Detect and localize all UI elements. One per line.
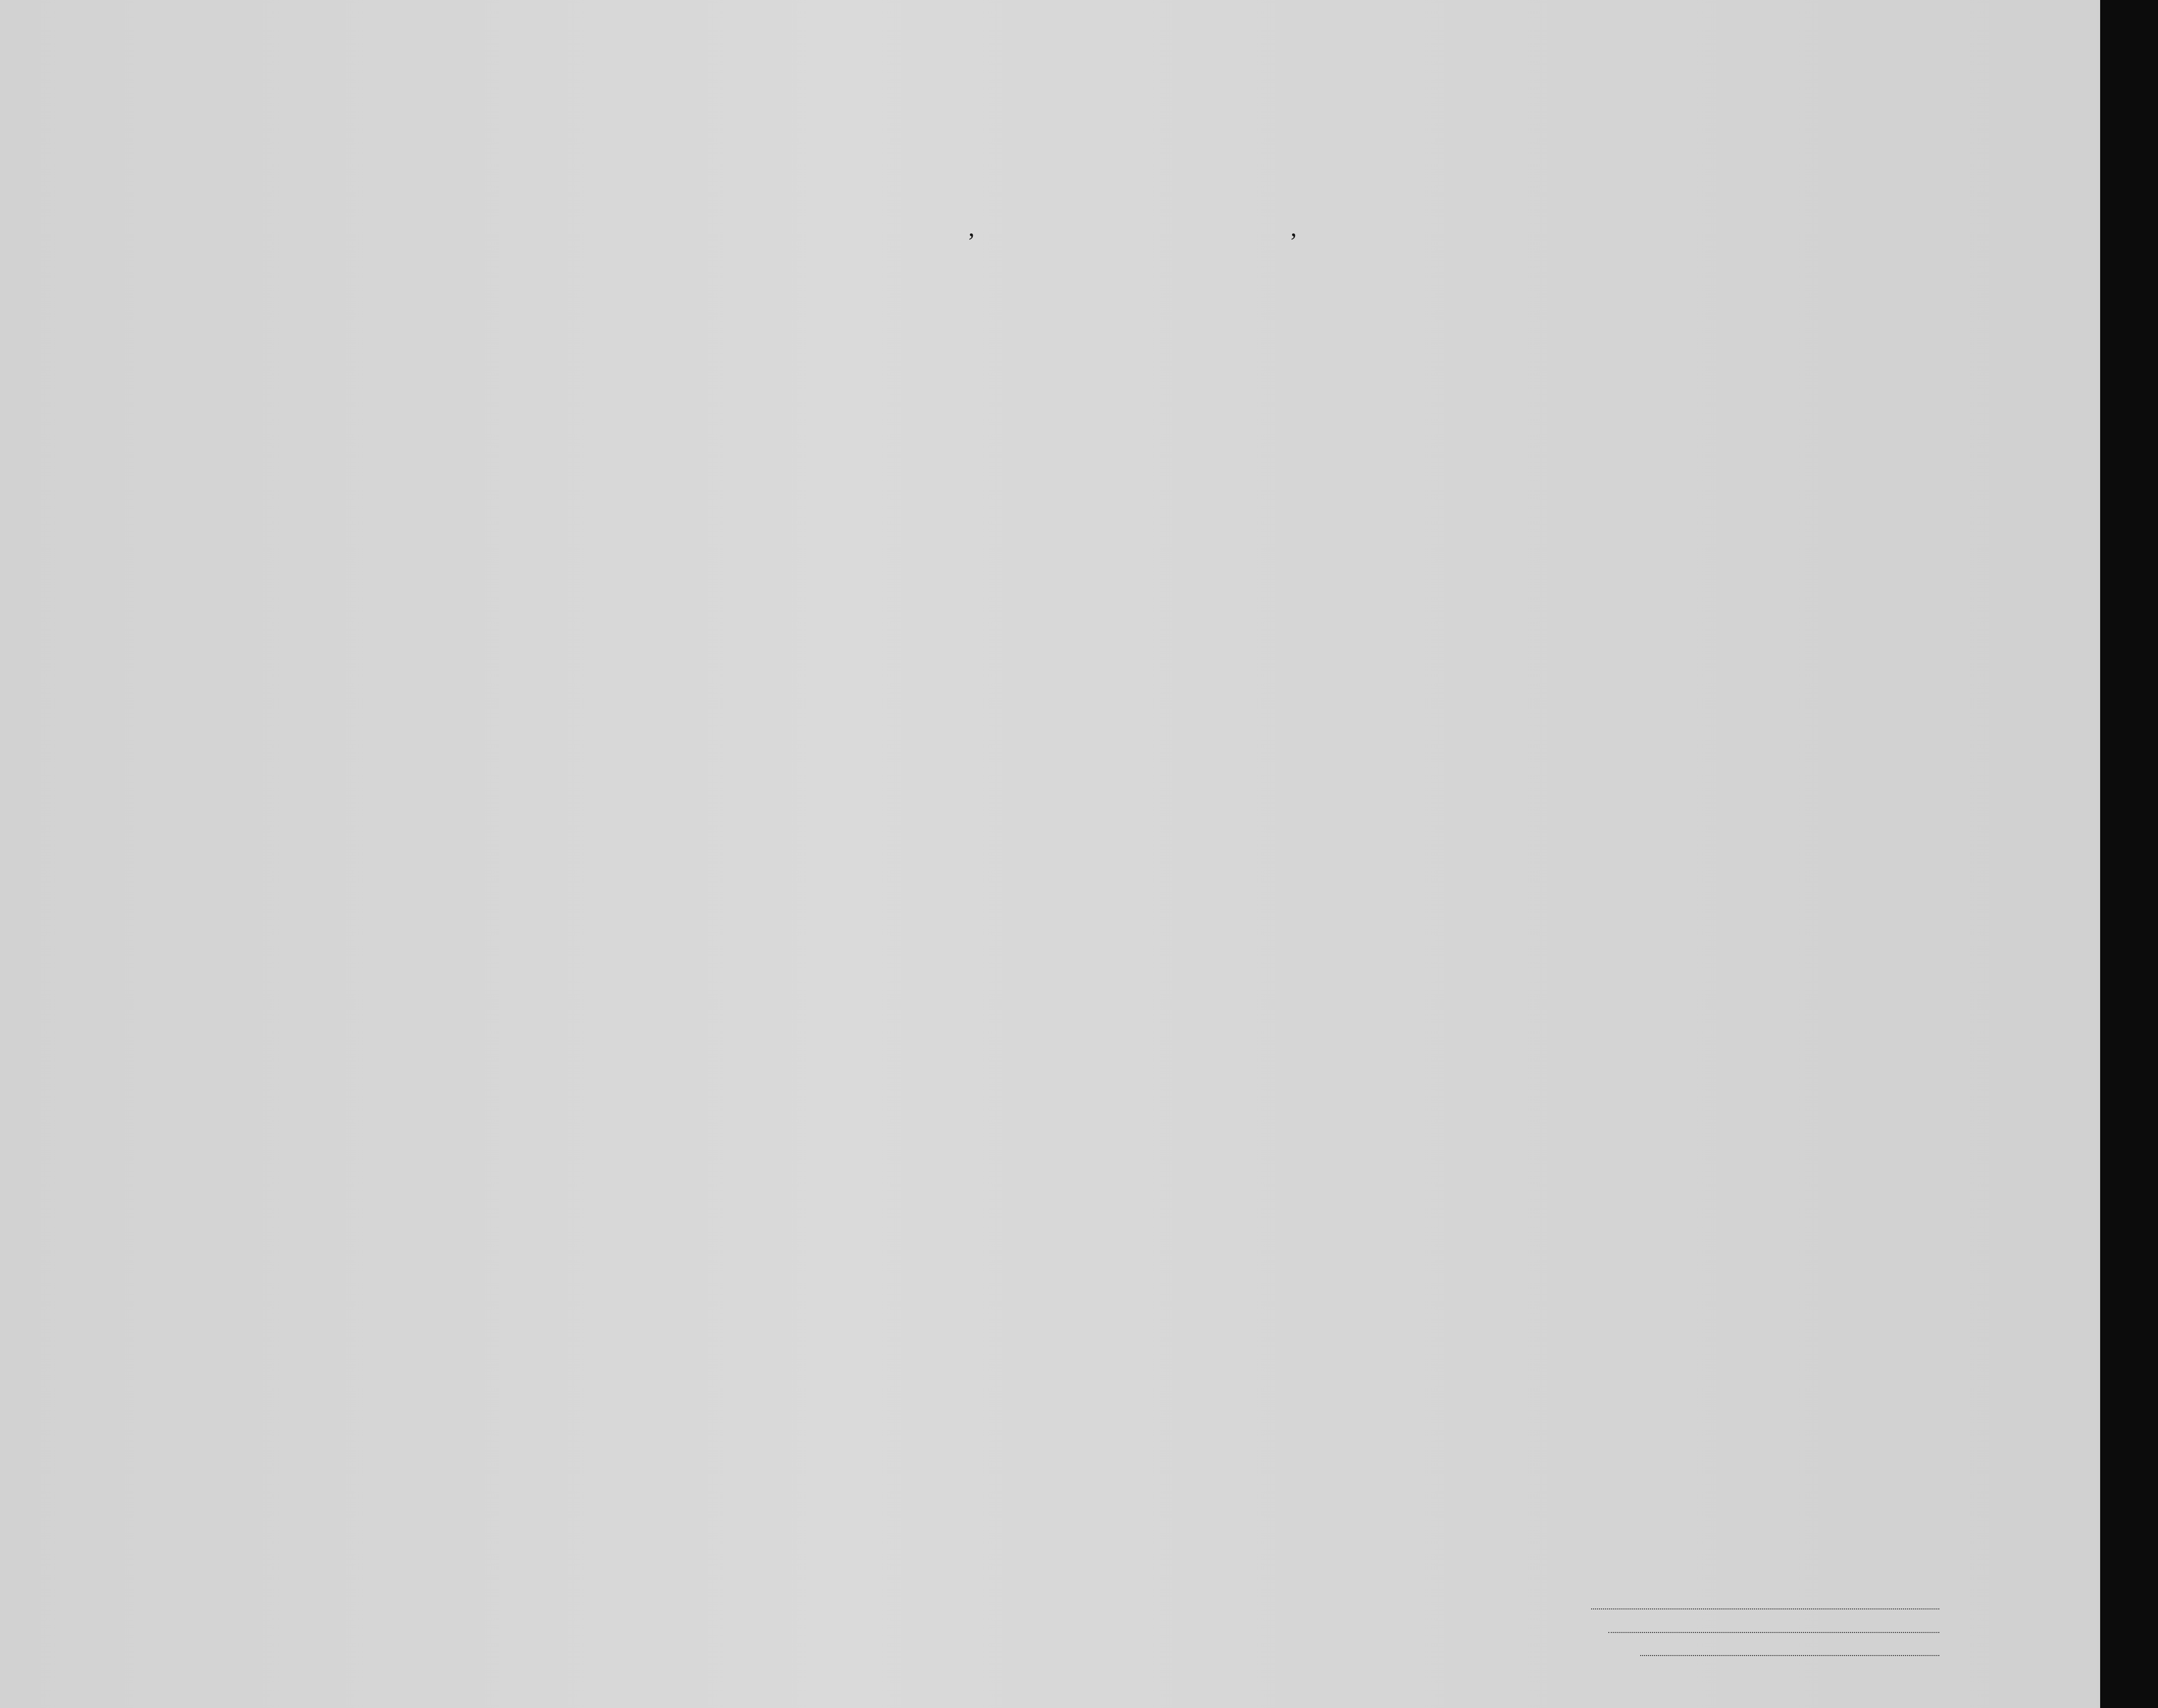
col19-header [695,287,717,400]
col30-header [1571,289,1593,400]
col24-a [1275,314,1319,400]
line-blank [1591,1608,1939,1609]
col28-header [1478,289,1537,400]
col25-header [1385,289,1424,400]
agents-blank [1640,1655,1939,1656]
col24-c [1356,314,1385,400]
col26-header [1428,289,1448,400]
col27-header [1455,289,1475,400]
owners-blank [1608,1632,1939,1633]
col34-feet [1738,363,1760,407]
comma-1: , [968,214,975,241]
comma-2: , [1291,214,1297,241]
col21-header [815,287,835,400]
col24-b [1324,314,1353,400]
col31-header [1595,289,1617,400]
col34-inches [1764,363,1786,407]
col29-header [1535,289,1569,400]
